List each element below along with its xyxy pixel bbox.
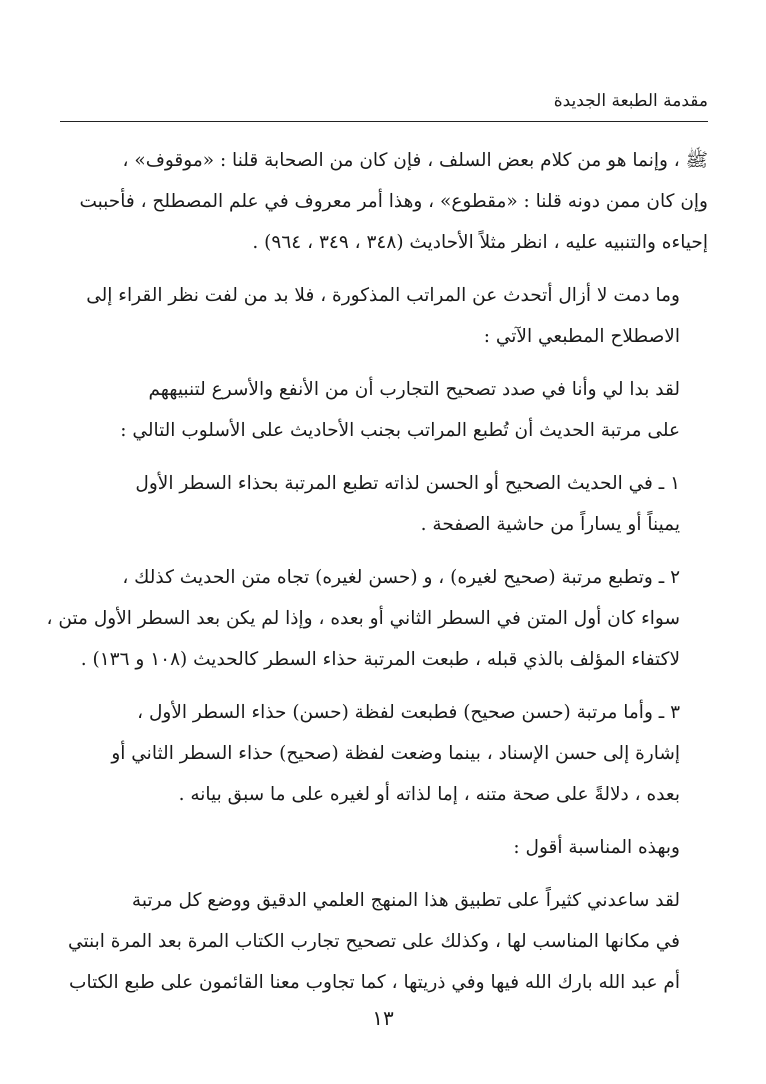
text-line: الاصطلاح المطبعي الآتي : [483, 326, 680, 347]
text-line: سواء كان أول المتن في السطر الثاني أو بعده ، وإذا لم يكن بعد السطر الأول متن ، [46, 608, 680, 629]
paragraph [58, 369, 708, 451]
text-line: لقد ساعدني كثيراً على تطبيق هذا المنهج العلمي الدقيق ووضع كل مرتبة [131, 890, 680, 911]
header-rule [60, 121, 708, 122]
text-line: لاكتفاء المؤلف بالذي قبله ، طبعت المرتبة حذاء السطر كالحديث (١٠٨ و ١٣٦) . [80, 649, 680, 670]
text-line: وما دمت لا أزال أتحدث عن المراتب المذكورة ، فلا بد من لفت نظر القراء إلى [86, 285, 680, 306]
text-line: أم عبد الله بارك الله فيها وفي ذريتها ، كما تجاوب معنا القائمون على طبع الكتاب [69, 972, 680, 993]
text-line: وإن كان ممن دونه قلنا : «مقطوع» ، وهذا أمر معروف في علم المصطلح ، فأحببت [79, 191, 708, 212]
paragraph [58, 463, 708, 545]
body-text [46, 140, 708, 1015]
text-line: إحياءه والتنبيه عليه ، انظر مثلاً الأحاديث (٣٤٨ ، ٣٤٩ ، ٩٦٤) . [252, 232, 708, 253]
paragraph [58, 275, 708, 357]
paragraph [58, 827, 708, 868]
text-line: يميناً أو يساراً من حاشية الصفحة . [420, 514, 680, 535]
text-line: لقد بدا لي وأنا في صدد تصحيح التجارب أن من الأنفع والأسرع لتنبيههم [148, 379, 680, 400]
text-line: وبهذه المناسبة أقول : [513, 837, 680, 858]
page-number: ١٣ [372, 1006, 394, 1030]
running-header-title: مقدمة الطبعة الجديدة [553, 91, 708, 111]
paragraph [58, 880, 708, 1003]
text-line: في مكانها المناسب لها ، وكذلك على تصحيح تجارب الكتاب المرة بعد المرة ابنتي [68, 931, 680, 952]
text-line: ١ ـ في الحديث الصحيح أو الحسن لذاته تطبع المرتبة بحذاء السطر الأول [135, 473, 680, 494]
text-line: ٣ ـ وأما مرتبة (حسن صحيح) فطبعت لفظة (حسن) حذاء السطر الأول ، [137, 702, 680, 723]
text-line: على مرتبة الحديث أن تُطبع المراتب بجنب الأحاديث على الأسلوب التالي : [120, 420, 680, 441]
text-line: إشارة إلى حسن الإسناد ، بينما وضعت لفظة (صحيح) حذاء السطر الثاني أو [111, 743, 680, 764]
text-line: بعده ، دلالةً على صحة متنه ، إما لذاته أو لغيره على ما سبق بيانه . [178, 784, 680, 805]
text-line: ٢ ـ وتطبع مرتبة (صحيح لغيره) ، و (حسن لغيره) تجاه متن الحديث كذلك ، [122, 567, 680, 588]
paragraph [58, 692, 708, 815]
paragraph [46, 557, 708, 680]
paragraph [58, 140, 708, 263]
text-line: ﷺ ، وإنما هو من كلام بعض السلف ، فإن كان من الصحابة قلنا : «موقوف» ، [122, 150, 708, 171]
